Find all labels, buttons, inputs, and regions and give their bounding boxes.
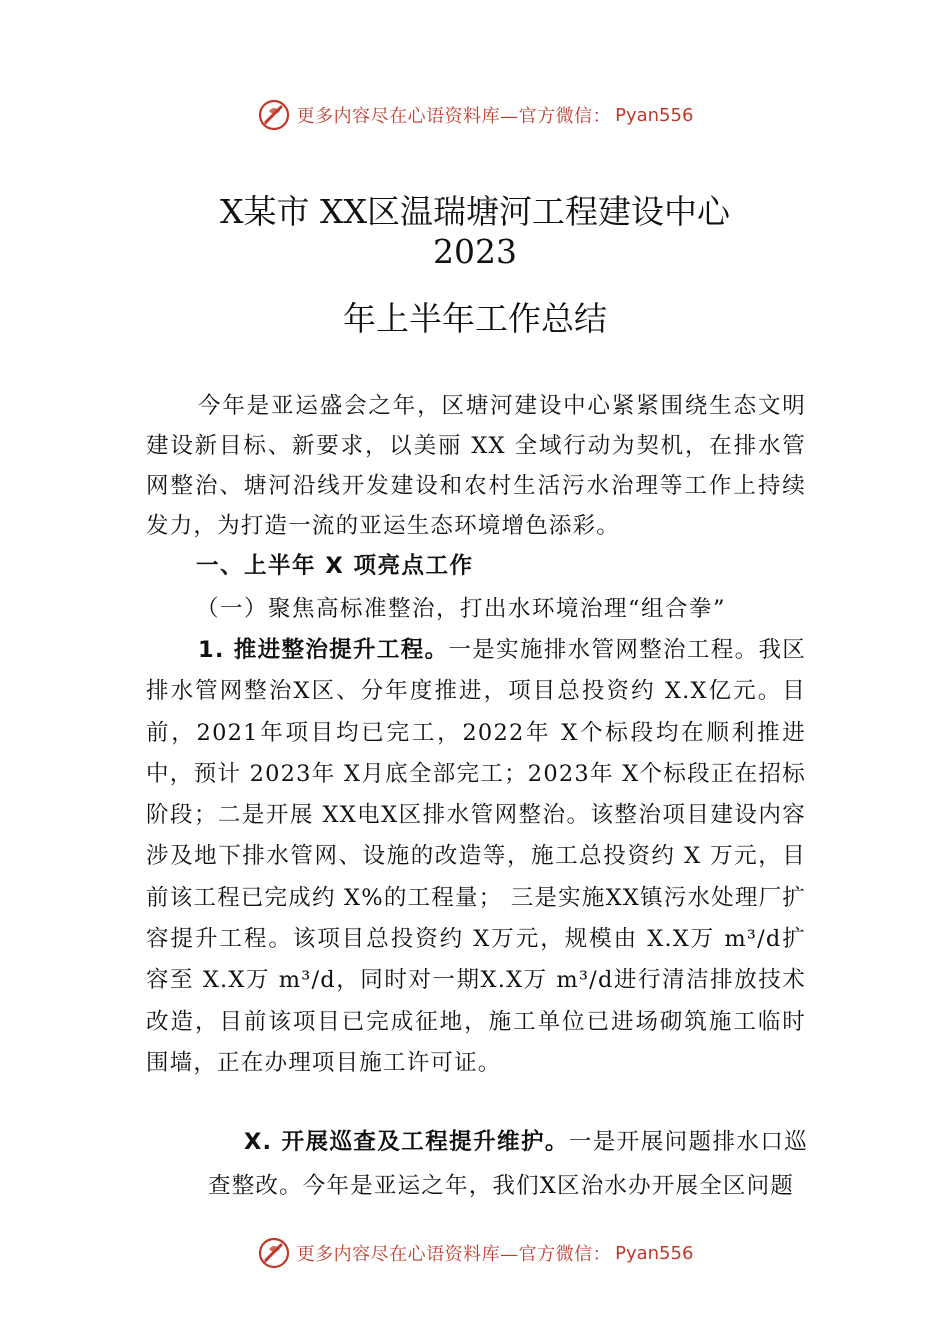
watermark-bottom <box>0 1233 950 1273</box>
intro-paragraph: 今年是亚运盛会之年，区塘河建设中心紧紧围绕生态文明建设新目标、新要求，以美丽 XX 全域行动为契机，在排水管网整治、塘河沿线开发建设和农村生活污水治理等工作上持续发力，为打造一流的亚运生态环境增色添彩。 <box>146 393 806 539</box>
watermark-top <box>0 95 950 135</box>
subsection-heading: （一）聚焦高标准整治，打出水环境治理“组合拳” <box>196 596 727 622</box>
watermark-logo-icon <box>257 98 291 132</box>
document-title-line3: 年上半年工作总结 <box>343 299 607 338</box>
item2-paragraph <box>208 1120 808 1208</box>
document-title-line2: 2023 <box>433 232 517 271</box>
item2-body: 一是开展问题排水口巡查整改。今年是亚运之年，我们X区治水办开展全区问题 <box>208 1129 808 1199</box>
section-heading: 一、上半年 X 项亮点工作 <box>196 553 474 579</box>
item1-paragraph <box>146 630 806 1084</box>
item2-lead: X. 开展巡查及工程提升维护。 <box>244 1129 569 1155</box>
document-title-line1: X某市 XX区温瑞塘河工程建设中心 <box>220 192 730 231</box>
watermark-wechat-id: Pyan556 <box>615 1242 694 1264</box>
watermark-text: 更多内容尽在心语资料库—官方微信： <box>296 1244 612 1265</box>
item1-body: 一是实施排水管网整治工程。我区排水管网整治X区、分年度推进，项目总投资约 X.X亿元。目前，2021年项目均已完工，2022年 X个标段均在顺利推进中，预计 2023年 X月底全部完工；2023年 X个标段正在招标阶段；二是开展 XX电X区排水管网整治。该整治项目建设内容涉及地下排水管网、设施的改造等，施工总投资约 X 万元，目前该工程已完成约 X%的工程量； 三是实施XX镇污水处理厂扩容提升工程。该项目总投资约 X万元，规模由 X.X万 m³/d扩容至 X.X万 m³/d，同时对一期X.X万 m³/d进行清洁排放技术改造，目前该项目已完成征地，施工单位已进场砌筑施工临时围墙，正在办理项目施工许可证。 <box>146 637 806 1076</box>
item1-lead: 1. 推进整治提升工程。 <box>198 637 449 663</box>
watermark-text: 更多内容尽在心语资料库—官方微信： <box>296 106 612 127</box>
watermark-logo-icon <box>257 1236 291 1270</box>
watermark-wechat-id: Pyan556 <box>615 104 694 126</box>
